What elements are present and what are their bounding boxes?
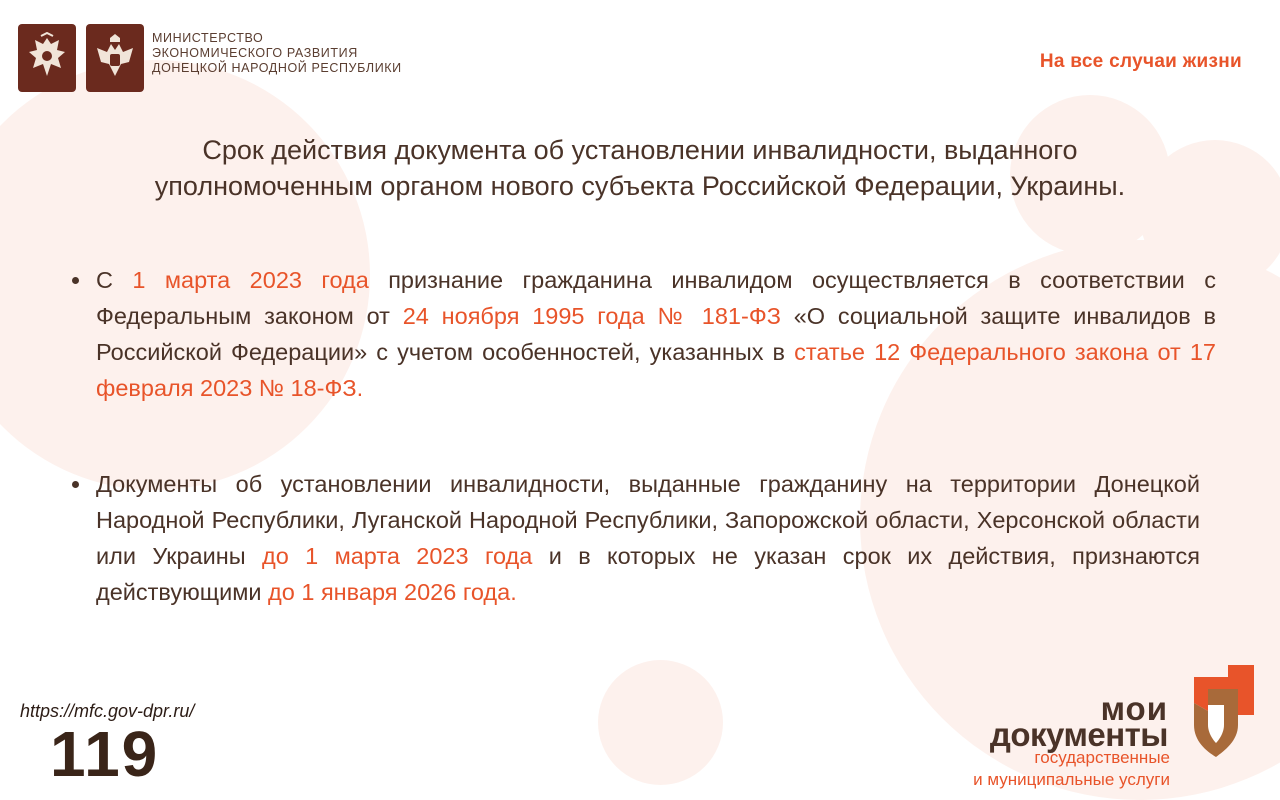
bullet-text: Документы об установлении инвалидности, выданные гражданину на территории Донецкой Народной Республики, Луганской Народной Республики, Запорожской области, Херсонской области или Украины (96, 471, 1200, 569)
title-line: Срок действия документа об установлении инвалидности, выданного (202, 135, 1078, 165)
bullet-highlight: до 1 марта 2023 года (262, 543, 533, 569)
website-url: https://mfc.gov-dpr.ru/ (20, 701, 195, 721)
bullet-text: С (96, 267, 133, 293)
ministry-line: ДОНЕЦКОЙ НАРОДНОЙ РЕСПУБЛИКИ (152, 61, 402, 75)
logo-word-moi: мои (1100, 690, 1168, 727)
bullet-text: признание гражданина инвалидом осуществляется в соответствии с Федеральным законом от (96, 267, 1216, 329)
logo-subtitle: государственные (1034, 748, 1170, 767)
title-line: уполномоченным органом нового субъекта Российской Федерации, Украины. (154, 171, 1126, 201)
logo-subtitle: и муниципальные услуги (973, 770, 1170, 789)
bullet-text: и в которых не указан срок их действия, признаются действующими (96, 543, 1201, 605)
logo-word-dokumenty: документы (989, 716, 1168, 753)
moi-dokumenty-logo-text (900, 690, 1176, 790)
russia-coat-of-arms-icon (18, 24, 76, 92)
ministry-name (152, 31, 402, 76)
ministry-line: ЭКОНОМИЧЕСКОГО РАЗВИТИЯ (152, 46, 358, 60)
page-number: 119 (50, 718, 160, 790)
bullet-highlight: до 1 января 2026 года. (268, 579, 517, 605)
bullet-highlight: 1 марта 2023 года (132, 267, 369, 293)
background-circle (598, 660, 723, 785)
tagline: На все случаи жизни (1039, 51, 1242, 72)
bullet-highlight: статье 12 Федерального закона от 17 февраля 2023 № 18-ФЗ. (96, 339, 1216, 401)
bullet-item (96, 466, 1200, 610)
moi-dokumenty-logo-icon (1188, 665, 1262, 761)
bullet-item (96, 262, 1216, 406)
page-title (40, 132, 1240, 204)
bullet-highlight: 24 ноября 1995 года № 181-ФЗ (402, 303, 781, 329)
dpr-coat-of-arms-icon (86, 24, 144, 92)
ministry-line: МИНИСТЕРСТВО (152, 31, 264, 45)
bullet-text: «О социальной защите инвалидов в Российской Федерации» с учетом особенностей, указанных в (96, 303, 1216, 365)
